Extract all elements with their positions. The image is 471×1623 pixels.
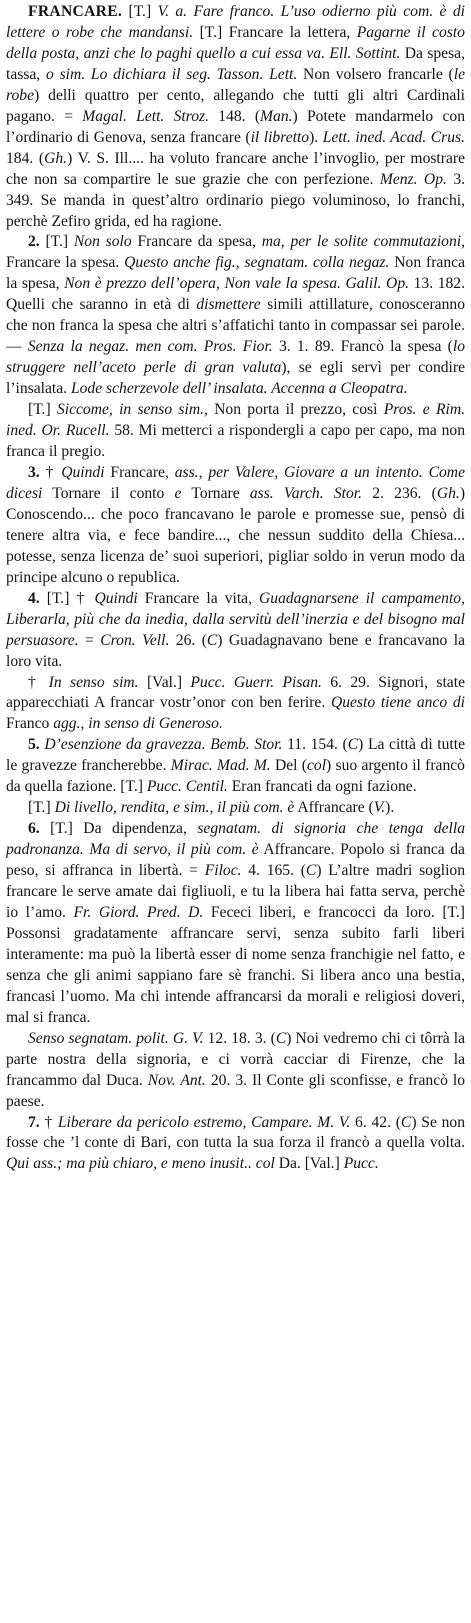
entry-paragraph-6: † In senso sim. [Val.] Pucc. Guerr. Pisan. 6. 29. Signori, state apparecchiati A francar vostr’onor con ben ferire. Questo tiene anco di Franco agg., in senso di Generoso. bbox=[6, 673, 465, 733]
entry-paragraph-3: [T.] Siccome, in senso sim., Non porta il prezzo, così Pros. e Rim. ined. Or. Rucell. 58. Mi metterci a rispondergli a capo per capo, ma non franca il pregio. bbox=[6, 401, 465, 461]
entry-paragraph-2: 2. [T.] Non solo Francare da spesa, ma, per le solite commutazioni, Francare la spesa. Questo anche fig., segnatam. colla negaz. Non franca la spesa, Non è prezzo dell’opera, Non vale la spesa. Galil. Op. 13. 182. Quelli che saranno in età di dismettere simili attillature, conosceranno che non franca la spesa che altri s’affatichi tanto in compassar sei parole. — Senza la negaz. men com. Pros. Fior. 3. 1. 89. Francò la spesa (lo struggere nell’aceto perle di gran valuta), se egli servì per condire l’insalata. Lode scherzevole dell’ insalata. Accenna a Cleopatra. bbox=[6, 233, 466, 398]
entry-paragraph-10: Senso segnatam. polit. G. V. 12. 18. 3. (C) Noi vedremo chi ci tôrrà la parte nostra della signoria, e ci vorrà cacciar di Firenze, che la francammo dal Duca. Nov. Ant. 20. 3. Il Conte gli sconfisse, e francò lo paese. bbox=[6, 1029, 466, 1110]
entry-paragraph-1 bbox=[6, 2, 465, 232]
entry-paragraph-11: 7. † Liberare da pericolo estremo, Campare. M. V. 6. 42. (C) Se non fosse che ’l conte di Bari, con tutta la sua forza il francò a quella volta. Qui ass.; ma più chiaro, e meno inusit.. col Da. [Val.] Pucc. bbox=[6, 1113, 466, 1173]
entry-paragraph-7: 5. D’esenzione da gravezza. Bemb. Stor. 11. 154. (C) La città di tutte le gravezze francherebbe. Mirac. Mad. M. Del (col) suo argento il francò da quella fazione. [T.] Pucc. Centil. Eran francati da ogni fazione. bbox=[6, 736, 466, 796]
entry-paragraph-9: 6. [T.] Da dipendenza, segnatam. di signoria che tenga della padronanza. Ma di servo, il più com. è Affrancare. Popolo si franca da peso, si affranca in libertà. = Filoc. 4. 165. (C) L’altre madri soglion francare le serve amate dai figliuoli, e tu la libera hai fatta serva, perchè io l’amo. Fr. Giord. Pred. D. Fececi liberi, e francocci da loro. [T.] Possonsi gradatamente affrancare servi, senza subito farli liberi interamente: ma può la libertà esser di nome senza franchigie nel fatto, e senza che gli animi sappiano fare sè franchi. Si libera anco una bestia, francasi l’uomo. Ma chi intende affrancarsi da morali e religiosi doveri, mal si franca. bbox=[6, 820, 466, 1026]
paragraph-text: [T.] V. a. Fare franco. L’uso odierno più com. è di lettere o robe che mandansi. [T.] Francare la lettera, Pagarne il costo della posta, anzi che lo paghi quello a cui essa va. Ell. Sottint. Da spesa, tassa, o sim. Lo dichiara il seg. Tasson. Lett. Non volsero francarle (le robe) delli quattro per cento, allegando che tutti gli altri Cardinali pagano. = Magal. Lett. Stroz. 148. (Man.) Potete mandarmelo con l’ordinario di Genova, senza francare (il libretto). Lett. ined. Acad. Crus. 184. (Gh.) V. S. Ill.... ha voluto francare anche l’invoglio, per mostrare che non sa compartire le sue grazie che con perfezione. Menz. Op. 3. 349. Se manda in quest’altro ordinario piego voluminoso, lo franchi, perchè Zefiro grida, ed ha ragione. bbox=[6, 3, 466, 230]
entry-paragraph-5: 4. [T.] † Quindi Francare la vita, Guadagnarsene il campamento, Liberarla, più che da inedia, dalla servitù dell’inerzia e del bisogno mal persuasore. = Cron. Vell. 26. (C) Guadagnavano bene e francavano la loro vita. bbox=[6, 589, 465, 670]
entry-paragraph-4: 3. † Quindi Francare, ass., per Valere, Giovare a un intento. Come dicesi Tornare il conto e Tornare ass. Varch. Stor. 2. 236. (Gh.) Conoscendo... che poco francavano le parole e promesse sue, pensò di tenere altra via, e fece bandire..., che nessun suddito della Chiesa... potesse, senza licenza de’ suoi superiori, pigliar soldo in verun modo da principe alcuno o republica. bbox=[6, 463, 466, 586]
entry-paragraph-8: [T.] Di livello, rendita, e sim., il più com. è Affrancare (V.). bbox=[28, 799, 395, 817]
headword: FRANCARE. bbox=[28, 3, 123, 20]
